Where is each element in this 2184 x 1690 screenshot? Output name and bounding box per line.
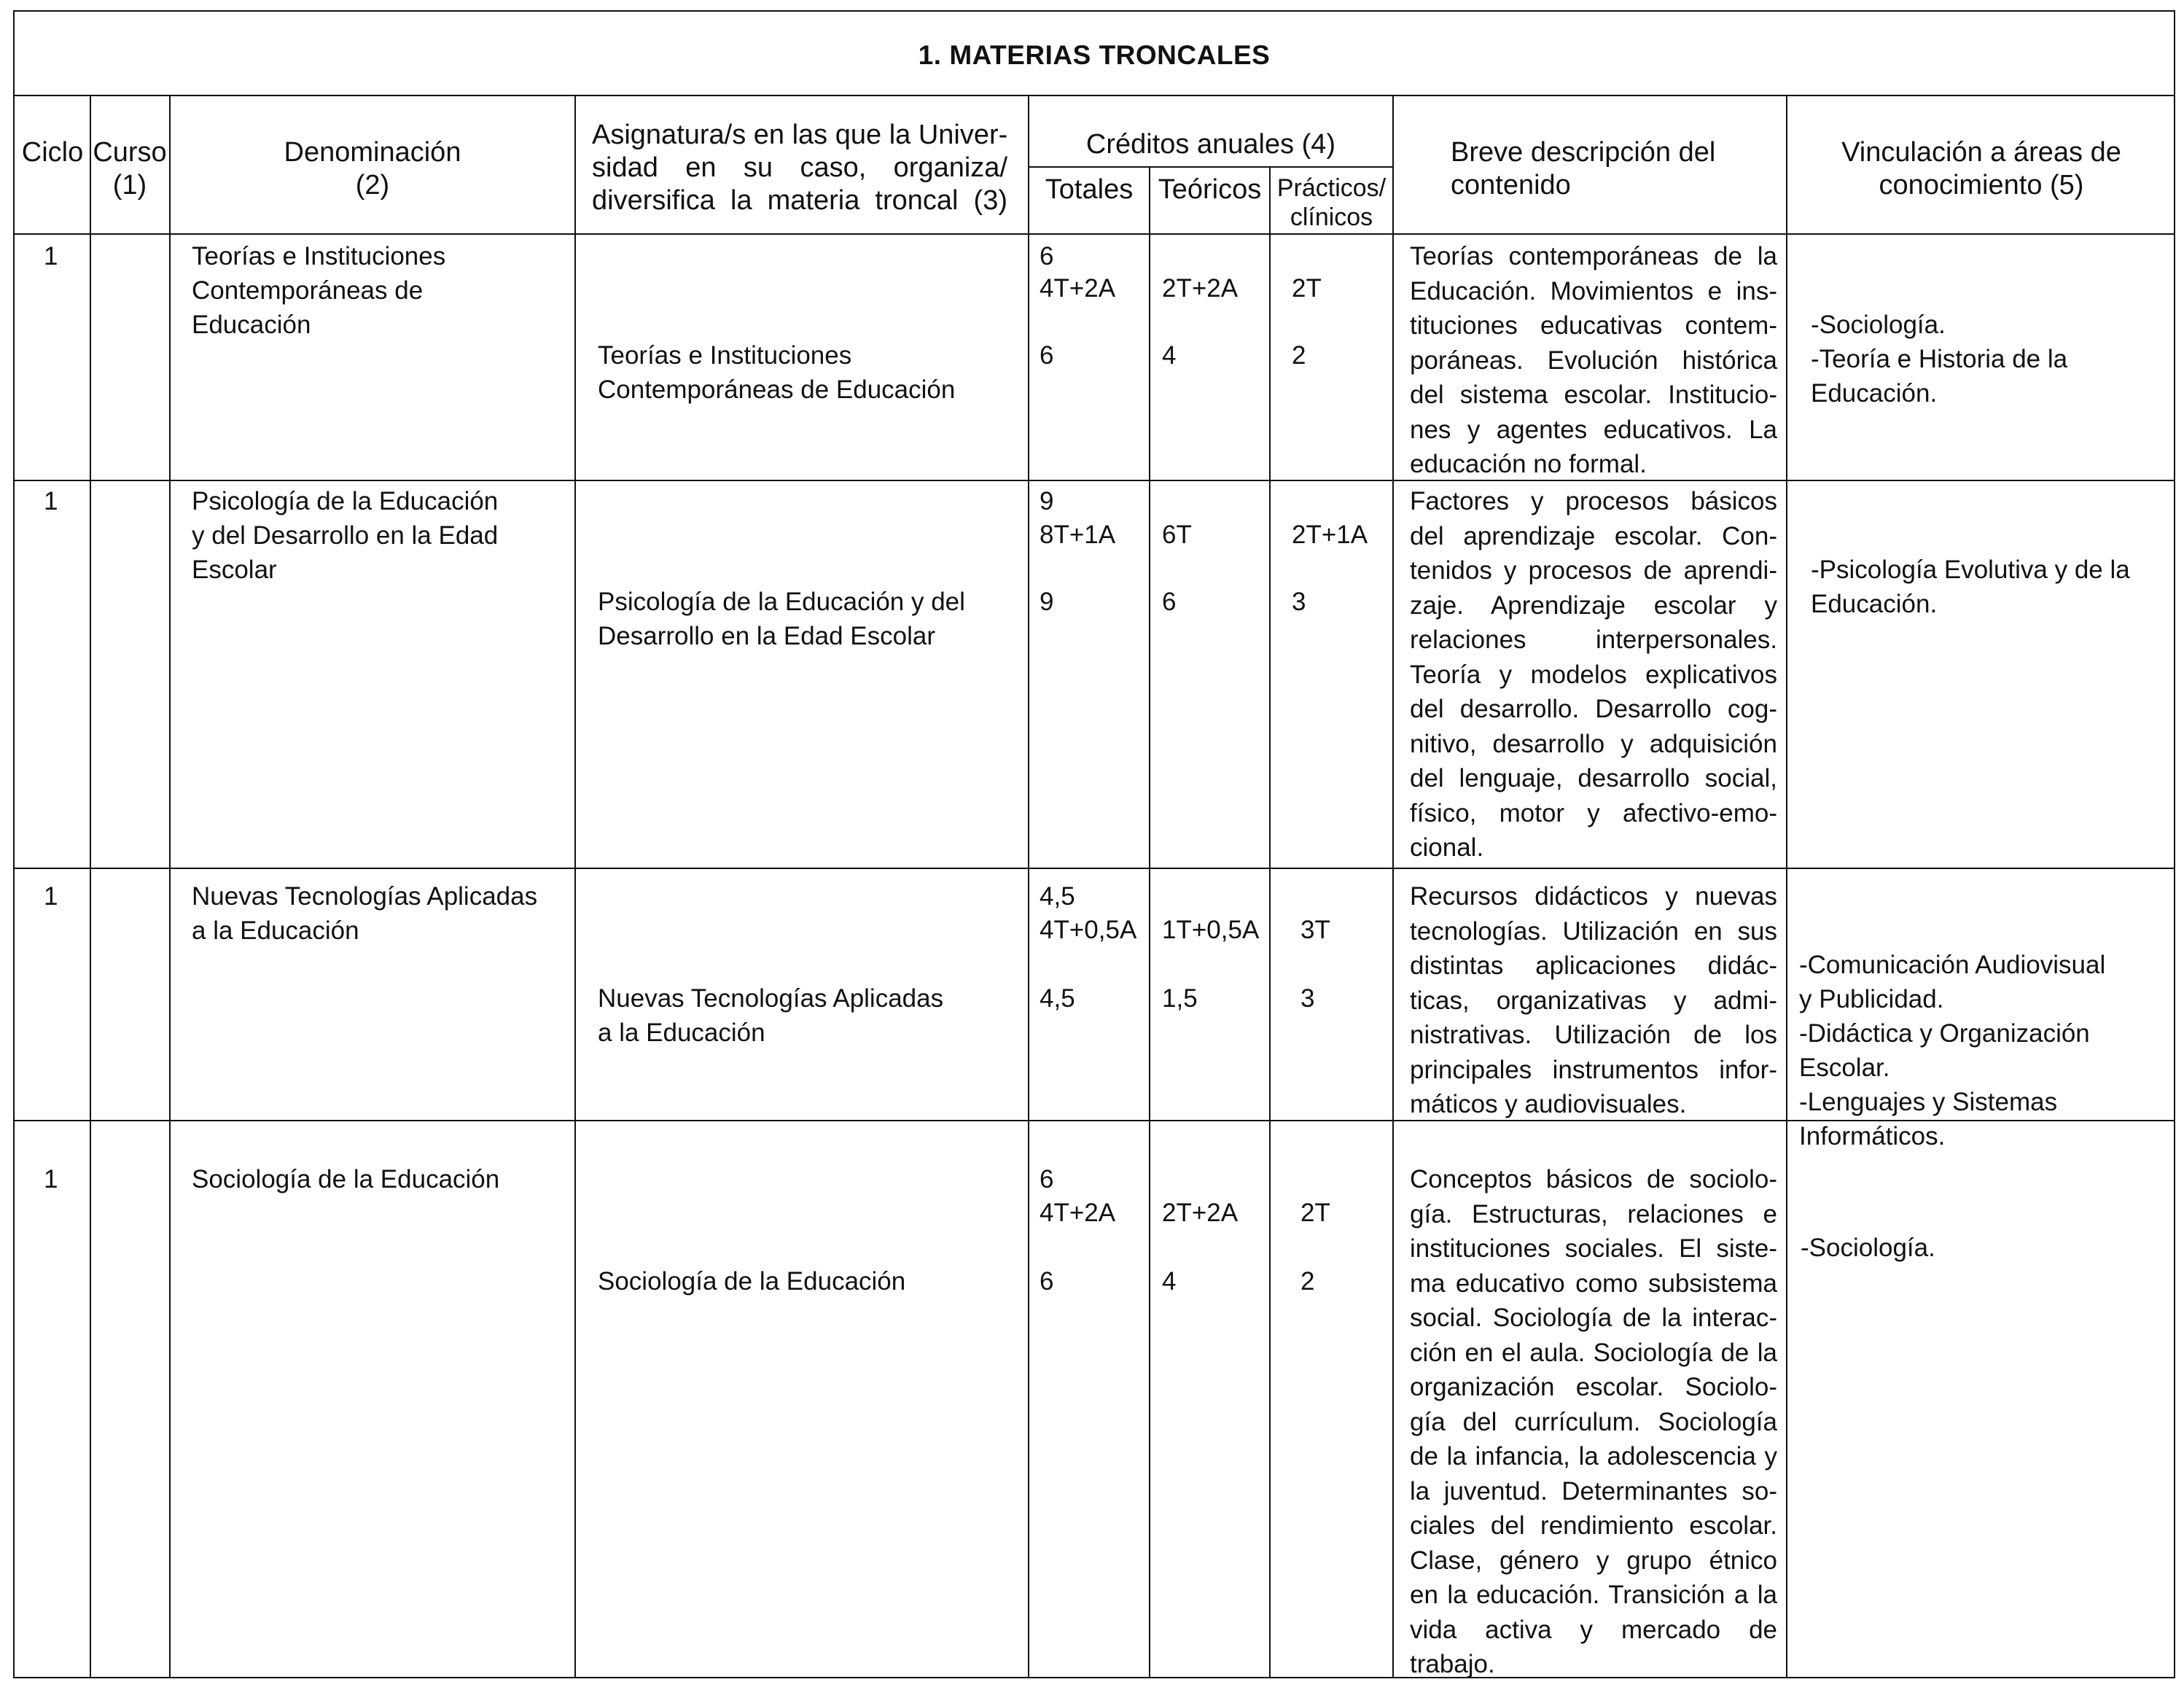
row-3-teoricos-troncal: 1T+0,5A <box>1162 916 1260 944</box>
row-3-desglose: 4T+0,5A <box>1040 916 1137 944</box>
row-3-asignatura: Nuevas Tecnologías Aplicadas a la Educación <box>598 984 944 1047</box>
row-2-ciclo: 1 <box>44 487 58 515</box>
row-divider-2 <box>13 868 2175 869</box>
row-4-denominacion: Sociología de la Educación <box>192 1165 500 1193</box>
row-3-teoricos-asignatura: 1,5 <box>1162 984 1198 1013</box>
header-vinculacion: Vinculación a áreas de conocimiento (5) <box>1841 137 2121 200</box>
header-ciclo: Ciclo <box>21 137 84 168</box>
col-divider-teoricos <box>1269 166 1271 1678</box>
row-4-ciclo: 1 <box>44 1165 58 1193</box>
row-3-ciclo: 1 <box>44 882 58 911</box>
header-descripcion: Breve descripción del contenido <box>1451 137 1716 200</box>
header-practicos: Prácticos/ clínicos <box>1276 174 1387 231</box>
row-4-vinculacion: -Sociología. <box>1801 1234 1935 1262</box>
row-1-desglose: 4T+2A <box>1040 274 1116 303</box>
row-3-practicos-asignatura: 3 <box>1300 984 1315 1013</box>
row-4-practicos-troncal: 2T <box>1300 1199 1330 1227</box>
credits-subheader-divider <box>1029 166 1394 168</box>
row-1-denominacion: Teorías e Instituciones Contemporáneas de Educación <box>192 242 446 339</box>
row-2-denominacion: Psicología de la Educación y del Desarrollo en la Edad Escolar <box>192 487 499 584</box>
row-4-asignatura: Sociología de la Educación <box>598 1267 906 1296</box>
row-1-asignatura: Teorías e Instituciones Contemporáneas de Educación <box>598 341 956 404</box>
header-denominacion: Denominación (2) <box>284 137 461 200</box>
row-3-practicos-troncal: 3T <box>1300 916 1330 944</box>
row-1-ciclo: 1 <box>44 242 58 270</box>
row-2-asignatura: Psicología de la Educación y del Desarrollo en la Edad Escolar <box>598 588 965 650</box>
row-1-vinculacion: -Sociología. -Teoría e Historia de la Educación. <box>1811 311 2068 408</box>
row-4-descripcion: Conceptos básicos de sociolo- gía. Estructuras, relaciones e instituciones sociales. El siste- ma educativo como subsistema social. Sociología de la interac- ción en el aula. Sociología de la organización escolar. Sociolo- gía del currículum. Sociología de la infancia, la adolescencia y la juventud. Determinantes so- ciales del rendimiento escolar. Clase, género y grupo étnico en la educación. Transición a la vida activa y mercado de trabajo. <box>1410 1165 1777 1678</box>
row-2-practicos-asignatura: 3 <box>1292 588 1306 616</box>
row-3-totales: 4,5 <box>1040 882 1075 911</box>
row-2-desglose: 8T+1A <box>1040 521 1116 549</box>
col-divider-asignatura <box>1028 95 1029 1678</box>
col-divider-creditos <box>1392 95 1394 1678</box>
row-3-totales-asignatura: 4,5 <box>1040 984 1075 1013</box>
col-divider-ciclo <box>90 95 91 1678</box>
header-creditos-anuales: Créditos anuales (4) <box>1085 129 1336 160</box>
col-divider-descripcion <box>1786 95 1787 1678</box>
row-1-practicos-troncal: 2T <box>1292 274 1322 303</box>
row-1-descripcion: Teorías contemporáneas de la Educación. Movimientos e ins- tituciones educativas contem- poráneas. Evolución histórica del sistema escolar. Institucio- nes y agentes educativos. La educación no formal. <box>1410 242 1777 478</box>
row-1-practicos-asignatura: 2 <box>1292 341 1306 370</box>
header-divider <box>13 233 2175 235</box>
row-4-teoricos-asignatura: 4 <box>1162 1267 1177 1296</box>
row-3-vinculacion: -Comunicación Audiovisual y Publicidad. -Didáctica y Organización Escolar. -Lenguajes y Sistemas Informáticos. <box>1799 951 2106 1150</box>
row-2-vinculacion: -Psicología Evolutiva y de la Educación. <box>1811 556 2130 618</box>
row-divider-1 <box>13 480 2175 481</box>
row-2-totales: 9 <box>1040 487 1054 515</box>
row-4-teoricos-troncal: 2T+2A <box>1162 1199 1239 1227</box>
col-divider-denominacion <box>574 95 576 1678</box>
row-1-teoricos-asignatura: 4 <box>1162 341 1177 370</box>
row-1-totales-asignatura: 6 <box>1040 341 1054 370</box>
row-2-descripcion: Factores y procesos básicos del aprendizaje escolar. Con- tenidos y procesos de aprendi- zaje. Aprendizaje escolar y relaciones interpersonales. Teoría y modelos explicativos del desarrollo. Desarrollo cog- nitivo, desarrollo y adquisición del lenguaje, desarrollo social, físico, motor y afectivo-emo- cional. <box>1410 487 1777 862</box>
row-4-totales-asignatura: 6 <box>1040 1267 1054 1296</box>
row-4-totales: 6 <box>1040 1165 1054 1193</box>
row-2-teoricos-asignatura: 6 <box>1162 588 1177 616</box>
col-divider-totales <box>1149 166 1150 1678</box>
table-title: 1. MATERIAS TRONCALES <box>918 40 1271 70</box>
header-asignatura: Asignatura/s en las que la Univer- sidad en su caso, organiza/ diversifica la materia troncal (3) <box>592 120 1008 216</box>
row-4-practicos-asignatura: 2 <box>1300 1267 1315 1296</box>
title-divider <box>13 95 2175 96</box>
row-2-practicos-troncal: 2T+1A <box>1292 521 1368 549</box>
row-3-denominacion: Nuevas Tecnologías Aplicadas a la Educación <box>192 882 538 945</box>
header-curso: Curso (1) <box>93 137 167 200</box>
row-2-totales-asignatura: 9 <box>1040 588 1054 616</box>
row-3-descripcion: Recursos didácticos y nuevas tecnologías. Utilización en sus distintas aplicaciones didác- ticas, organizativas y admi- nistrativas. Utilización de los principales instrumentos infor- máticos y audiovisuales. <box>1410 882 1777 1118</box>
header-totales: Totales <box>1045 174 1134 205</box>
row-1-teoricos-troncal: 2T+2A <box>1162 274 1239 303</box>
col-divider-curso <box>169 95 171 1678</box>
header-teoricos: Teóricos <box>1158 174 1262 205</box>
row-1-totales: 6 <box>1040 242 1054 270</box>
row-2-teoricos-troncal: 6T <box>1162 521 1192 549</box>
row-4-desglose: 4T+2A <box>1040 1199 1116 1227</box>
